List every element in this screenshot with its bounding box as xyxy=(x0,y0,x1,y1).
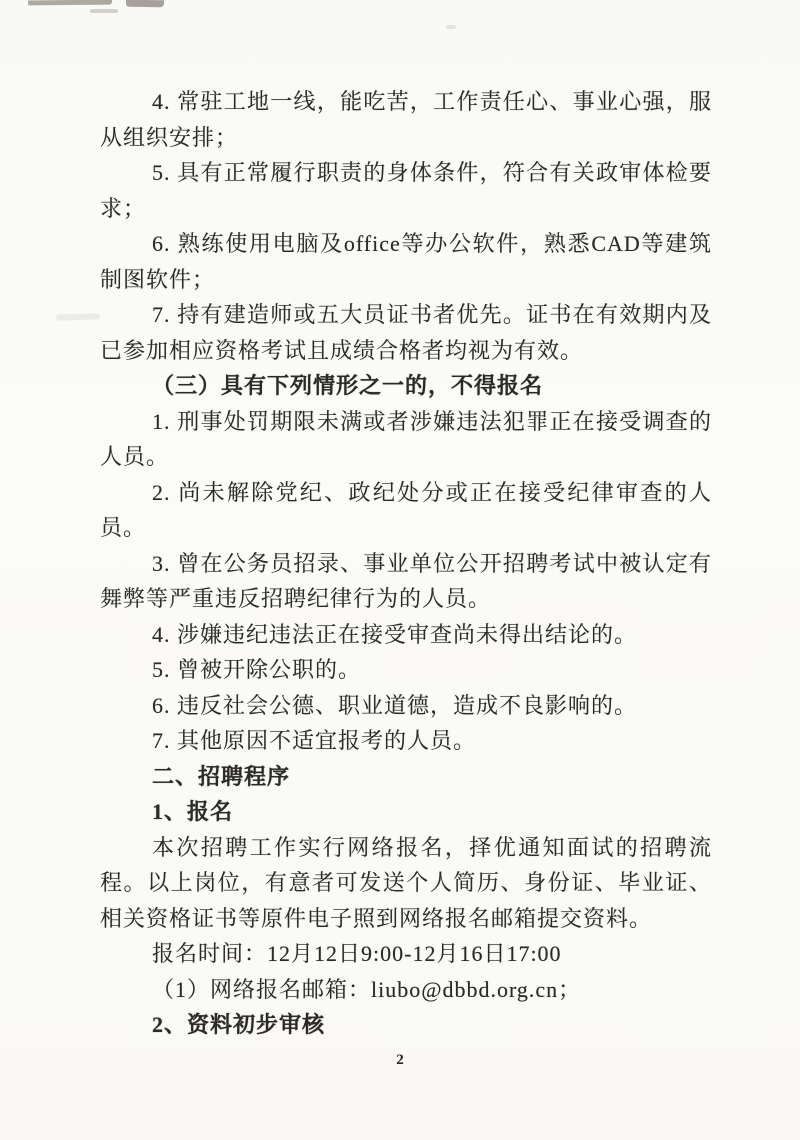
paragraph: 4. 常驻工地一线，能吃苦，工作责任心、事业心强，服从组织安排； xyxy=(100,89,712,150)
paragraph: 2. 尚未解除党纪、政纪处分或正在接受纪律审查的人员。 xyxy=(100,479,712,540)
paragraph: 6. 熟练使用电脑及office等办公软件，熟悉CAD等建筑制图软件； xyxy=(100,231,712,292)
paragraph: 4. 涉嫌违纪违法正在接受审查尚未得出结论的。 xyxy=(152,621,638,647)
paragraph: （1）网络报名邮箱：liubo@dbbd.org.cn； xyxy=(152,976,582,1002)
paragraph: 3. 曾在公务员招录、事业单位公开招聘考试中被认定有舞弊等严重违反招聘纪律行为的人员。 xyxy=(100,550,712,611)
scan-smudge-left xyxy=(56,313,100,321)
paragraph: 5. 具有正常履行职责的身体条件，符合有关政审体检要求； xyxy=(100,160,712,221)
paragraph: 5. 曾被开除公职的。 xyxy=(152,657,362,682)
section-heading: 二、招聘程序 xyxy=(152,763,291,789)
document-body xyxy=(100,84,712,1043)
scan-smudge-top-2 xyxy=(126,0,164,7)
page-number: 2 xyxy=(396,1052,404,1068)
scan-smudge-top-3 xyxy=(90,9,118,13)
paragraph: 报名时间：12月12日9:00-12月16日17:00 xyxy=(152,941,562,966)
paragraph: 6. 违反社会公德、职业道德，造成不良影响的。 xyxy=(152,692,638,718)
paragraph: 本次招聘工作实行网络报名，择优通知面试的招聘流程。以上岗位，有意者可发送个人简历、身份证、毕业证、相关资格证书等原件电子照到网络报名邮箱提交资料。 xyxy=(100,834,712,931)
paragraph: 7. 其他原因不适宜报考的人员。 xyxy=(152,728,477,753)
scan-speck xyxy=(446,25,456,29)
section-heading: 1、报名 xyxy=(152,799,234,824)
section-heading: （三）具有下列情形之一的，不得报名 xyxy=(152,373,544,398)
section-heading: 2、资料初步审核 xyxy=(152,1012,326,1037)
scan-smudge-top-1 xyxy=(28,0,112,5)
paragraph: 1. 刑事处罚期限未满或者涉嫌违法犯罪正在接受调查的人员。 xyxy=(100,408,712,469)
paragraph: 7. 持有建造师或五大员证书者优先。证书在有效期内及已参加相应资格考试且成绩合格者均视为有效。 xyxy=(100,302,712,363)
